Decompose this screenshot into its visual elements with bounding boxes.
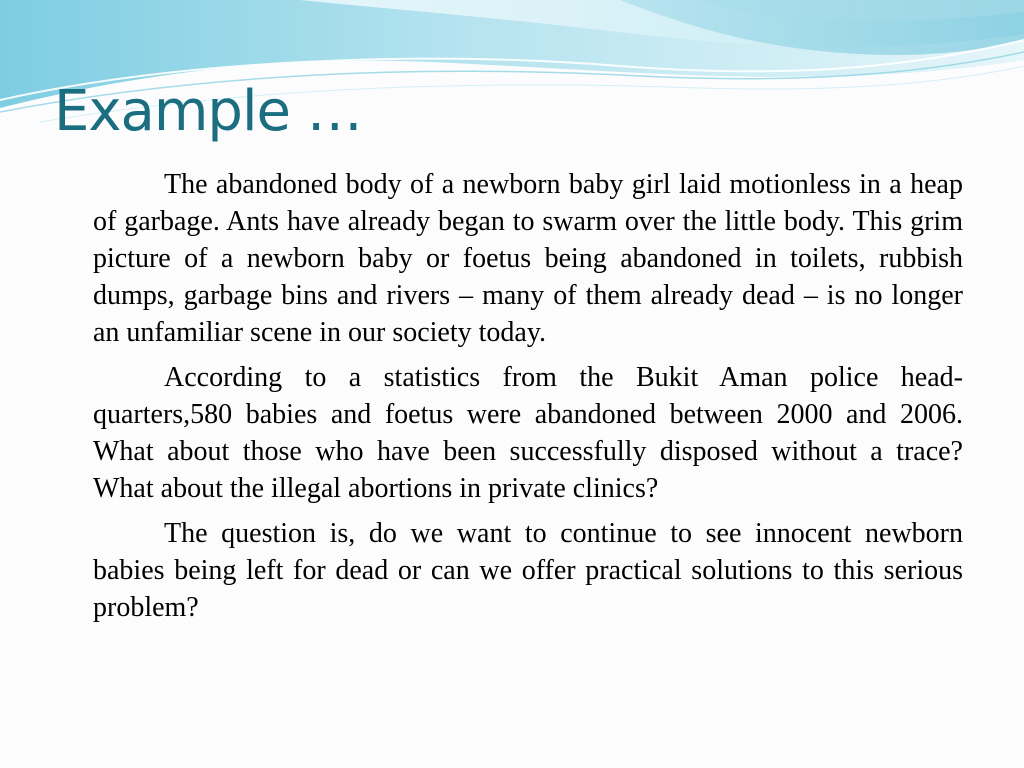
paragraph-3: The question is, do we want to continue to see innocent newborn babies being left for dead or can we offer practical solutions to this serious problem? xyxy=(93,518,963,623)
paragraph-1: The abandoned body of a newborn baby girl laid motionless in a heap of garbage. Ants have already began to swarm over the little body. This grim picture of a newborn baby or foetus being abandoned in toilets, rubbish dumps, garbage bins and rivers – many of them already dead – is no longer an unfamiliar scene in our society today. xyxy=(93,169,963,348)
slide-title: Example … xyxy=(54,79,362,144)
body-text xyxy=(93,166,963,634)
paragraph-2: According to a statistics from the Bukit Aman police head-quarters,580 babies and foetus were abandoned between 2000 and 2006. What about those who have been successfully disposed without a trace? What about the illegal abortions in private clinics? xyxy=(93,362,963,504)
